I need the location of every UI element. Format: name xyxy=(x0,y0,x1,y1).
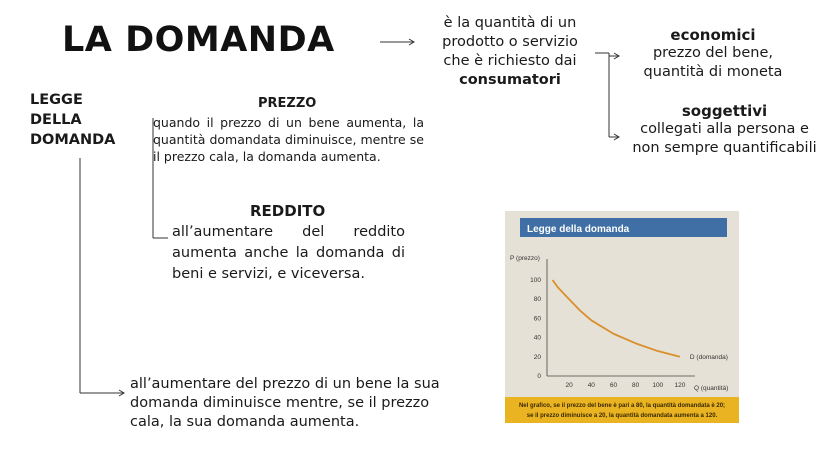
definition-text xyxy=(430,14,590,90)
x-tick-label: 80 xyxy=(631,382,640,389)
x-tick-label: 20 xyxy=(565,382,573,389)
economici-title: economici xyxy=(670,26,756,44)
legge-line-2: DELLA xyxy=(30,112,82,128)
prezzo-text: quando il prezzo di un bene aumenta, la quantità domandata diminuisce, mentre se il prezzo cala, la domanda aumenta. xyxy=(153,115,424,164)
soggettivi-text: collegati alla persona e non sempre quantificabili xyxy=(632,121,817,156)
x-tick-label: 100 xyxy=(652,382,664,389)
definition-body: è la quantità di un prodotto o servizio che è richiesto dai xyxy=(442,15,578,69)
economici-text: prezzo del bene, quantità di moneta xyxy=(643,45,783,80)
legge-summary: all’aumentare del prezzo di un bene la sua domanda diminuisce mentre, se il prezzo cala, la sua domanda aumenta. xyxy=(130,376,440,430)
factor-soggettivi xyxy=(627,102,822,158)
chart-caption-bar xyxy=(505,397,739,423)
legge-line-3: DOMANDA xyxy=(30,132,116,148)
prezzo-title: PREZZO xyxy=(258,96,317,111)
legge-line-1: LEGGE xyxy=(30,92,83,108)
soggettivi-title: soggettivi xyxy=(681,102,768,120)
y-tick-label: 60 xyxy=(533,315,541,323)
reddito-title: REDDITO xyxy=(250,202,326,220)
chart-header-text: Legge della domanda xyxy=(527,224,630,235)
chart-caption-line-2: se il prezzo diminuisce a 20, la quantità domandata aumenta a 120. xyxy=(526,413,718,419)
y-tick-label: 20 xyxy=(533,353,541,361)
series-label: D (domanda) xyxy=(689,353,728,361)
x-tick-label: 120 xyxy=(674,382,686,389)
demand-chart xyxy=(505,211,739,423)
chart-caption-line-1: Nel grafico, se il prezzo del bene è pari a 80, la quantità domandata è 20; xyxy=(518,403,726,409)
y-tick-label: 0 xyxy=(537,373,541,380)
y-tick-label: 100 xyxy=(530,277,541,284)
legge-title xyxy=(30,90,115,150)
factor-economici xyxy=(628,26,798,82)
demand-chart-photo xyxy=(505,211,739,423)
y-tick-label: 40 xyxy=(533,334,541,342)
page-title: LA DOMANDA xyxy=(62,20,335,60)
x-tick-label: 60 xyxy=(609,382,618,389)
reddito-text: all’aumentare del reddito aumenta anche la domanda di beni e servizi, e viceversa. xyxy=(172,224,405,282)
x-axis-label: Q (quantità) xyxy=(694,385,729,392)
y-axis-label: P (prezzo) xyxy=(510,255,540,262)
x-tick-label: 40 xyxy=(587,382,595,389)
definition-bold: consumatori xyxy=(459,72,561,88)
y-tick-label: 80 xyxy=(533,296,541,304)
